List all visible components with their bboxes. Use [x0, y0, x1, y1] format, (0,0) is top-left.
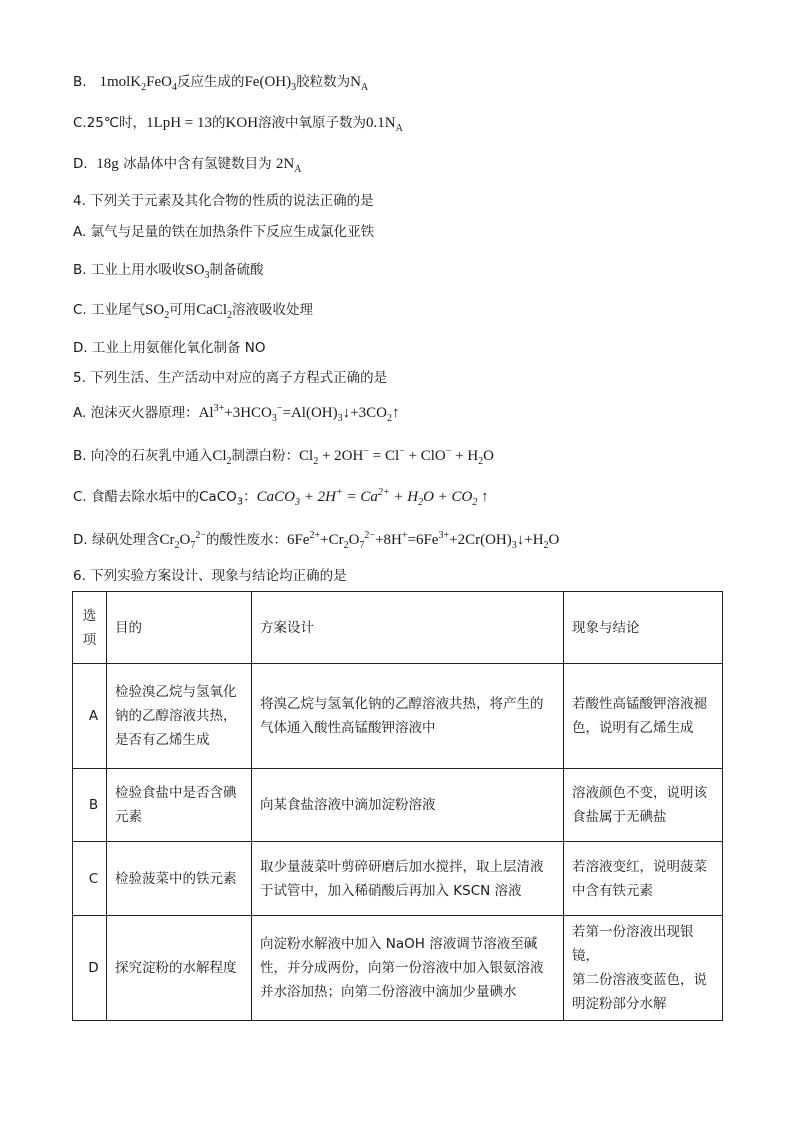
table-row [73, 769, 723, 842]
header-result: 现象与结论 [564, 592, 723, 664]
row-result: 若溶液变红，说明菠菜 中含有铁元素 [564, 842, 723, 916]
q3-option-b: B. 1molK$_2$FeO$_4$反应生成的$Fe(OH)_3$胶粒数为$N_A$ [73, 74, 369, 93]
formula: $N_A$ [350, 74, 369, 93]
header-purpose: 目的 [107, 592, 252, 664]
row-option: A [73, 664, 107, 769]
question-4-stem: 4. 下列关于元素及其化合物的性质的说法正确的是 [73, 193, 374, 209]
table-row [73, 916, 723, 1021]
q3-option-c: C.25℃时，1LpH = 13的KOH溶液中氧原子数为$0.1N_A$ [73, 115, 403, 134]
row-result: 若第一份溶液出现银镜， 第二份溶液变蓝色，说 明淀粉部分水解 [564, 916, 723, 1021]
row-purpose: 检验菠菜中的铁元素 [107, 842, 252, 916]
row-design: 取少量菠菜叶剪碎研磨后加水搅拌，取上层清液 于试管中，加入稀硝酸后再加入 KSCN 溶液 [252, 842, 564, 916]
q4-option-a: A. 氯气与足量的铁在加热条件下反应生成氯化亚铁 [73, 224, 375, 240]
row-purpose: 探究淀粉的水解程度 [107, 916, 252, 1021]
table-row [73, 842, 723, 916]
row-result: 溶液颜色不变，说明该 食盐属于无碘盐 [564, 769, 723, 842]
q3-option-d: D. 18g 冰晶体中含有氢键数目为 $2N_A$ [73, 156, 302, 175]
question-5-stem: 5. 下列生活、生产活动中对应的离子方程式正确的是 [73, 370, 388, 386]
question-6-stem: 6. 下列实验方案设计、现象与结论均正确的是 [73, 568, 347, 584]
table-header-row [73, 592, 723, 664]
row-design: 将溴乙烷与氢氧化钠的乙醇溶液共热，将产生的 气体通入酸性高锰酸钾溶液中 [252, 664, 564, 769]
row-option: B [73, 769, 107, 842]
table-row [73, 664, 723, 769]
row-purpose: 检验溴乙烷与氢氧化 钠的乙醇溶液共热， 是否有乙烯生成 [107, 664, 252, 769]
row-option: D [73, 916, 107, 1021]
q5-option-a: A. 泡沫灭火器原理：$Al^{3+}+3HCO_3^-=Al(OH)_3↓+3CO_2↑$ [73, 403, 400, 424]
row-purpose: 检验食盐中是否含碘 元素 [107, 769, 252, 842]
experiment-table [72, 591, 723, 1021]
q5-option-c: C. 食醋去除水垢中的CaCO$_3$：CaCO$_3$ + $2H^+ = Ca^{2+} + H_2O + CO_2$ ↑ [73, 487, 489, 508]
row-option: C [73, 842, 107, 916]
row-design: 向某食盐溶液中滴加淀粉溶液 [252, 769, 564, 842]
q5-option-b: B. 向冷的石灰乳中通入$Cl_2$制漂白粉：$Cl_2 + 2OH^- = Cl^- + ClO^- + H_2O$ [73, 446, 495, 467]
q4-option-c: C. 工业尾气$SO_2$可用CaCl$_2$溶液吸收处理 [73, 302, 314, 321]
header-option: 选 项 [73, 592, 107, 664]
header-design: 方案设计 [252, 592, 564, 664]
q5-option-d: D. 绿矾处理含$Cr_2O_7^{2-}$的酸性废水：$6Fe^{2+}+Cr_2O_7^{2-}+8H^+=6Fe^{3+}+2Cr(OH)_3↓+H_2O$ [73, 530, 560, 551]
formula: $Fe(OH)_3$ [244, 74, 297, 93]
q4-option-b: B. 工业上用水吸收$SO_3$制备硫酸 [73, 262, 264, 281]
row-result: 若酸性高锰酸钾溶液褪 色，说明有乙烯生成 [564, 664, 723, 769]
row-design: 向淀粉水解液中加入 NaOH 溶液调节溶液至碱 性，并分成两份，向第一份溶液中加入银氨溶液 并水浴加热；向第二份溶液中滴加少量碘水 [252, 916, 564, 1021]
q4-option-d: D. 工业上用氨催化氧化制备 NO [73, 340, 266, 356]
formula: 1molK$_2$FeO$_4$ [99, 74, 177, 93]
